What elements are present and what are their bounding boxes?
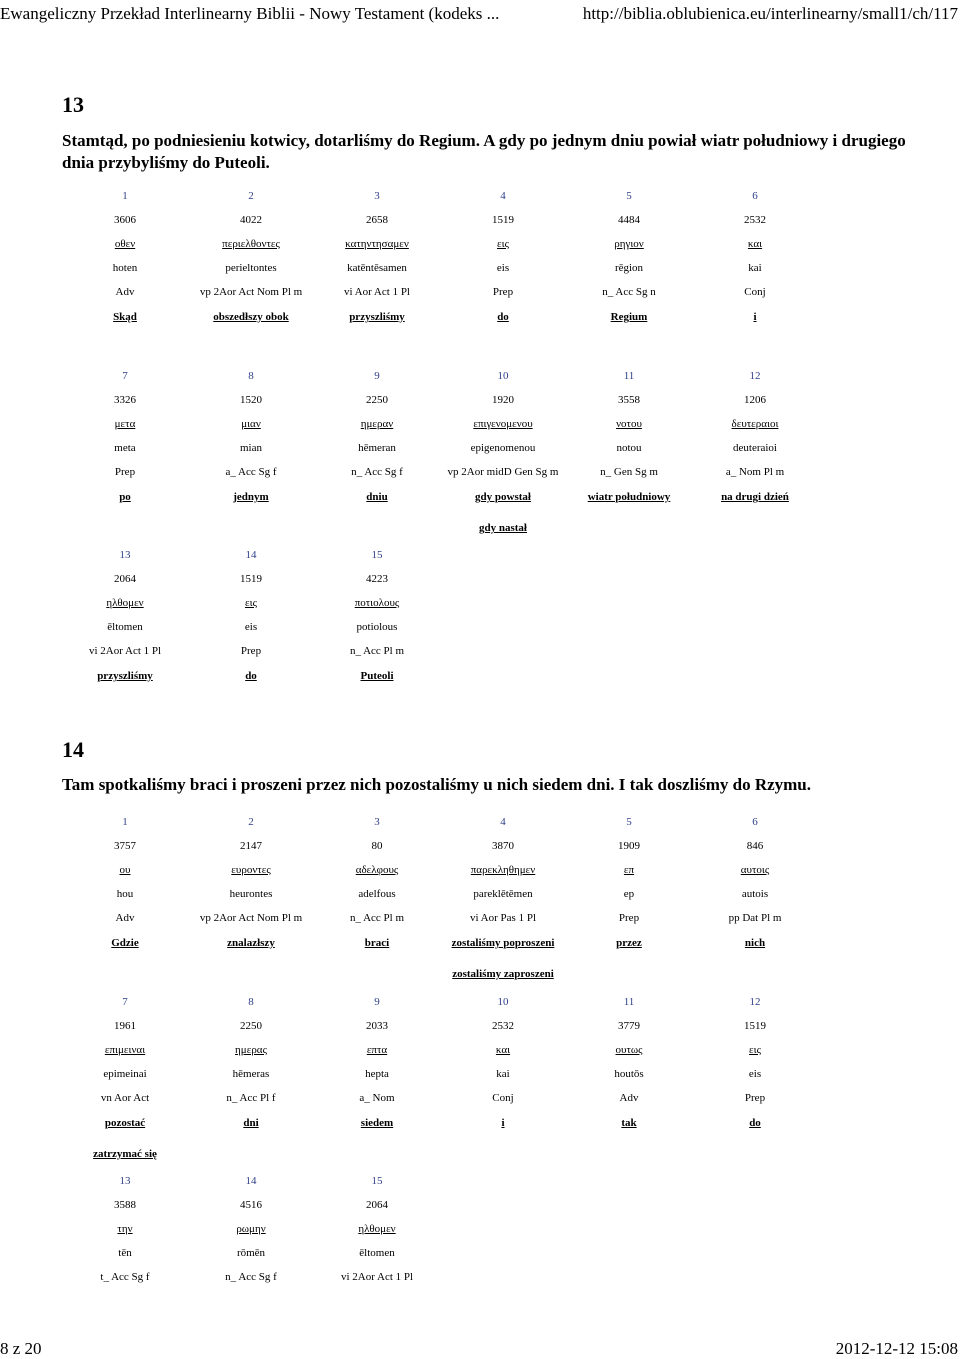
greek-word-link[interactable]: ευροντες	[231, 864, 271, 876]
greek-word-link-row	[62, 862, 820, 880]
greek-word-link[interactable]: εις	[245, 597, 257, 609]
word-number: 8	[248, 996, 254, 1008]
greek-word-link[interactable]: δευτεραιοι	[731, 418, 779, 430]
strong-number: 1519	[240, 573, 262, 585]
polish-translation: Regium	[610, 311, 648, 323]
greek-word-link[interactable]: ποτιολους	[354, 597, 400, 609]
strong-number: 1909	[618, 840, 640, 852]
strong-number: 4223	[366, 573, 388, 585]
transliteration-row	[62, 440, 820, 458]
polish-translation: tak	[621, 1117, 637, 1129]
word-number: 8	[248, 370, 254, 382]
transliteration: ēltomen	[359, 1247, 395, 1259]
word-number: 12	[749, 370, 761, 382]
verse-text: Stamtąd, po podniesieniu kotwicy, dotarliśmy do Regium. A gdy po jednym dniu powiał wiatr południowy i drugiego dnia przybyliśmy do Puteoli.	[62, 131, 906, 172]
morphology: n_ Acc Pl m	[349, 912, 405, 924]
morphology: Adv	[115, 912, 135, 924]
greek-word-link[interactable]: ουτως	[615, 1044, 643, 1056]
polish-translation: i	[753, 311, 757, 323]
page-footer-datetime: 2012-12-12 15:08	[835, 1339, 958, 1358]
strong-number: 1520	[240, 394, 262, 406]
strong-number: 1206	[744, 394, 766, 406]
verse-text: Tam spotkaliśmy braci i proszeni przez nich pozostaliśmy u nich siedem dni. I tak doszliśmy do Rzymu.	[62, 775, 812, 794]
strong-number: 1519	[492, 214, 514, 226]
word-number: 12	[749, 996, 761, 1008]
word-number: 10	[497, 996, 509, 1008]
greek-word-link[interactable]: επιγενομενου	[473, 418, 533, 430]
morphology: vi 2Aor Act 1 Pl	[88, 645, 162, 657]
word-number: 14	[245, 1175, 257, 1187]
word-number-row	[62, 368, 820, 386]
polish-translation-row	[62, 668, 820, 686]
polish-translation: siedem	[360, 1117, 394, 1129]
transliteration: autois	[741, 888, 769, 900]
transliteration: potiolous	[356, 621, 398, 633]
word-number-row	[62, 994, 820, 1012]
strong-number: 2658	[366, 214, 388, 226]
morphology: a_ Nom Pl m	[725, 466, 785, 478]
polish-translation: nich	[744, 937, 766, 949]
polish-translation: Gdzie	[111, 937, 139, 949]
polish-translation: Skąd	[113, 311, 137, 323]
morphology: n_ Acc Pl m	[349, 645, 405, 657]
strong-number: 3326	[114, 394, 136, 406]
polish-translation-row	[62, 1115, 820, 1133]
transliteration: eis	[244, 621, 258, 633]
word-number: 9	[374, 370, 380, 382]
strong-number: 3757	[114, 840, 136, 852]
polish-translation: dni	[243, 1117, 259, 1129]
polish-alt-translation-row	[62, 1146, 820, 1164]
transliteration: katēntēsamen	[347, 262, 407, 274]
transliteration: eis	[496, 262, 510, 274]
strong-number: 2250	[240, 1020, 262, 1032]
polish-translation: gdy powstał	[475, 491, 531, 503]
strong-number: 1920	[492, 394, 514, 406]
morphology: pp Dat Pl m	[728, 912, 782, 924]
transliteration: hēmeran	[358, 442, 396, 454]
transliteration: kai	[496, 1068, 510, 1080]
word-number: 2	[248, 190, 254, 202]
greek-word-link[interactable]: ρωμην	[236, 1223, 266, 1235]
polish-translation: przez	[616, 937, 642, 949]
word-number: 5	[626, 816, 632, 828]
transliteration: ēltomen	[107, 621, 143, 633]
polish-translation: do	[497, 311, 509, 323]
strong-number: 4516	[240, 1199, 262, 1211]
transliteration: tēn	[118, 1247, 132, 1259]
word-number: 1	[122, 190, 128, 202]
greek-word-link[interactable]: και	[495, 1044, 511, 1056]
transliteration: hou	[116, 888, 134, 900]
greek-word-link[interactable]: ηλθομεν	[358, 1223, 396, 1235]
word-number: 7	[122, 370, 128, 382]
transliteration: perieltontes	[225, 262, 277, 274]
greek-word-link[interactable]: οθεν	[114, 238, 136, 250]
strong-number: 3779	[618, 1020, 640, 1032]
strong-number: 2147	[240, 840, 262, 852]
word-number: 10	[497, 370, 509, 382]
morphology: a_ Nom	[359, 1092, 395, 1104]
greek-word-link[interactable]: αδελφους	[355, 864, 399, 876]
strong-number: 3870	[492, 840, 514, 852]
polish-translation: do	[245, 670, 257, 682]
transliteration: houtōs	[614, 1068, 644, 1080]
morphology: vi Aor Act 1 Pl	[343, 286, 410, 298]
transliteration: heurontes	[229, 888, 273, 900]
polish-translation-row	[62, 1294, 820, 1312]
strong-number: 3606	[114, 214, 136, 226]
polish-translation-row	[62, 489, 820, 507]
word-number: 11	[623, 370, 635, 382]
greek-word-link-row	[62, 1221, 820, 1239]
transliteration-row	[62, 1066, 820, 1084]
morphology-row	[62, 643, 820, 661]
greek-word-link[interactable]: εις	[497, 238, 509, 250]
transliteration-row	[62, 1245, 820, 1263]
word-number: 15	[371, 549, 383, 561]
morphology: Adv	[619, 1092, 639, 1104]
morphology: vp 2Aor Act Nom Pl m	[199, 286, 303, 298]
polish-translation: na drugi dzień	[721, 491, 789, 503]
morphology: Prep	[240, 645, 262, 657]
greek-word-link[interactable]: εις	[749, 1044, 761, 1056]
word-number: 5	[626, 190, 632, 202]
polish-alt-translation-row	[62, 1325, 820, 1343]
polish-translation: dniu	[366, 491, 388, 503]
transliteration: rōmēn	[236, 1247, 266, 1259]
word-number-row	[62, 1173, 820, 1191]
strong-number: 2064	[366, 1199, 388, 1211]
word-number: 3	[374, 816, 380, 828]
greek-word-link[interactable]: περιελθοντες	[222, 238, 280, 250]
strong-number-row	[62, 212, 820, 230]
transliteration: notou	[616, 442, 642, 454]
morphology: vi Aor Pas 1 Pl	[469, 912, 536, 924]
polish-alt-translation-row	[62, 340, 820, 358]
morphology: n_ Acc Pl f	[226, 1092, 276, 1104]
strong-number: 846	[746, 840, 764, 852]
strong-number: 3588	[114, 1199, 136, 1211]
transliteration: kai	[748, 262, 762, 274]
polish-alt-translation: gdy nastał	[479, 522, 527, 534]
morphology: n_ Gen Sg m	[600, 466, 658, 478]
morphology-row	[62, 284, 820, 302]
greek-word-link[interactable]: αυτοις	[740, 864, 770, 876]
polish-translation: wiatr południowy	[587, 491, 671, 503]
word-number: 7	[122, 996, 128, 1008]
polish-translation: obszedłszy obok	[213, 311, 289, 323]
word-number: 9	[374, 996, 380, 1008]
polish-alt-translation: zatrzymać się	[93, 1148, 157, 1160]
verse-number: 14	[62, 737, 84, 762]
strong-number: 3558	[618, 394, 640, 406]
strong-number: 1519	[744, 1020, 766, 1032]
strong-number-row	[62, 1197, 820, 1215]
greek-word-link[interactable]: μιαν	[241, 418, 261, 430]
transliteration: hepta	[365, 1068, 389, 1080]
polish-alt-translation-row	[62, 520, 820, 538]
transliteration-row	[62, 260, 820, 278]
page-header-title: Ewangeliczny Przekład Interlinearny Biblii - Nowy Testament (kodeks ...	[0, 4, 500, 23]
greek-word-link[interactable]: μετα	[114, 418, 136, 430]
greek-word-link[interactable]: ημεραν	[360, 418, 394, 430]
word-number: 14	[245, 549, 257, 561]
word-number: 4	[500, 816, 506, 828]
transliteration: hēmeras	[232, 1068, 270, 1080]
greek-word-link-row	[62, 595, 820, 613]
polish-translation: jednym	[233, 491, 269, 503]
page-footer-pagination: 8 z 20	[0, 1339, 42, 1358]
strong-number: 2532	[492, 1020, 514, 1032]
polish-translation: przyszliśmy	[97, 670, 153, 682]
word-number-row	[62, 547, 820, 565]
transliteration: ep	[623, 888, 635, 900]
greek-word-link[interactable]: παρεκληθημεν	[470, 864, 536, 876]
polish-alt-translation-row	[62, 699, 820, 717]
greek-word-link-row	[62, 416, 820, 434]
strong-number: 2033	[366, 1020, 388, 1032]
morphology-row	[62, 1090, 820, 1108]
greek-word-link[interactable]: ηλθομεν	[106, 597, 144, 609]
greek-word-link[interactable]: και	[747, 238, 763, 250]
word-number-row	[62, 814, 820, 832]
polish-alt-translation-row	[62, 966, 820, 984]
transliteration: epigenomenou	[470, 442, 536, 454]
transliteration: deuteraioi	[733, 442, 777, 454]
strong-number: 4022	[240, 214, 262, 226]
transliteration: meta	[114, 442, 136, 454]
polish-translation: pozostać	[104, 1117, 146, 1129]
polish-alt-translation: zostaliśmy zaproszeni	[452, 968, 554, 980]
transliteration: pareklētēmen	[473, 888, 533, 900]
page-header-url: http://biblia.oblubienica.eu/interlinearny/small1/ch/117	[582, 4, 958, 23]
greek-word-link[interactable]: ου	[119, 864, 131, 876]
morphology: vp 2Aor midD Gen Sg m	[447, 466, 559, 478]
greek-word-link[interactable]: επ	[623, 864, 635, 876]
morphology: Prep	[744, 1092, 766, 1104]
polish-translation: braci	[364, 937, 390, 949]
strong-number: 80	[371, 840, 383, 852]
strong-number-row	[62, 1018, 820, 1036]
morphology: vi 2Aor Act 1 Pl	[340, 1271, 414, 1283]
morphology: vn Aor Act	[100, 1092, 150, 1104]
strong-number-row	[62, 392, 820, 410]
morphology: vp 2Aor Act Nom Pl m	[199, 912, 303, 924]
polish-translation-row	[62, 309, 820, 327]
word-number: 6	[752, 190, 758, 202]
morphology-row	[62, 1269, 820, 1287]
strong-number: 4484	[618, 214, 640, 226]
word-number-row	[62, 188, 820, 206]
strong-number: 2064	[114, 573, 136, 585]
morphology: n_ Acc Sg f	[351, 466, 403, 478]
transliteration: eis	[748, 1068, 762, 1080]
morphology: a_ Acc Sg f	[225, 466, 277, 478]
word-number: 13	[119, 1175, 131, 1187]
greek-word-link[interactable]: ημερας	[235, 1044, 267, 1056]
transliteration: mian	[240, 442, 262, 454]
morphology: n_ Acc Sg f	[225, 1271, 277, 1283]
morphology: n_ Acc Sg n	[602, 286, 656, 298]
morphology: Adv	[115, 286, 135, 298]
greek-word-link[interactable]: επτα	[366, 1044, 388, 1056]
polish-translation: po	[119, 491, 131, 503]
morphology-row	[62, 464, 820, 482]
transliteration: epimeinai	[103, 1068, 147, 1080]
strong-number-row	[62, 571, 820, 589]
word-number: 6	[752, 816, 758, 828]
word-number: 3	[374, 190, 380, 202]
strong-number: 2532	[744, 214, 766, 226]
verse-number: 13	[62, 92, 84, 117]
greek-word-link[interactable]: την	[117, 1223, 133, 1235]
greek-word-link-row	[62, 236, 820, 254]
transliteration-row	[62, 619, 820, 637]
morphology: Conj	[492, 1092, 514, 1104]
morphology: Prep	[114, 466, 136, 478]
strong-number: 1961	[114, 1020, 136, 1032]
morphology: Prep	[492, 286, 514, 298]
transliteration-row	[62, 886, 820, 904]
transliteration: hoten	[112, 262, 138, 274]
polish-translation-row	[62, 935, 820, 953]
morphology-row	[62, 910, 820, 928]
polish-translation: i	[501, 1117, 505, 1129]
word-number: 13	[119, 549, 131, 561]
greek-word-link[interactable]: κατηντησαμεν	[345, 238, 409, 250]
word-number: 11	[623, 996, 635, 1008]
greek-word-link-row	[62, 1042, 820, 1060]
greek-word-link[interactable]: ρηγιον	[614, 238, 644, 250]
strong-number-row	[62, 838, 820, 856]
morphology: t_ Acc Sg f	[100, 1271, 150, 1283]
polish-translation: Puteoli	[360, 670, 394, 682]
transliteration: adelfous	[358, 888, 396, 900]
morphology: Prep	[618, 912, 640, 924]
polish-translation: przyszliśmy	[349, 311, 405, 323]
polish-translation: znalazłszy	[227, 937, 275, 949]
transliteration: rēgion	[614, 262, 644, 274]
greek-word-link[interactable]: νοτου	[616, 418, 642, 430]
strong-number: 2250	[366, 394, 388, 406]
word-number: 1	[122, 816, 128, 828]
word-number: 2	[248, 816, 254, 828]
morphology: Conj	[744, 286, 766, 298]
polish-translation: do	[749, 1117, 761, 1129]
word-number: 4	[500, 190, 506, 202]
word-number: 15	[371, 1175, 383, 1187]
greek-word-link[interactable]: επιμειναι	[104, 1044, 146, 1056]
polish-translation: zostaliśmy poproszeni	[451, 937, 555, 949]
